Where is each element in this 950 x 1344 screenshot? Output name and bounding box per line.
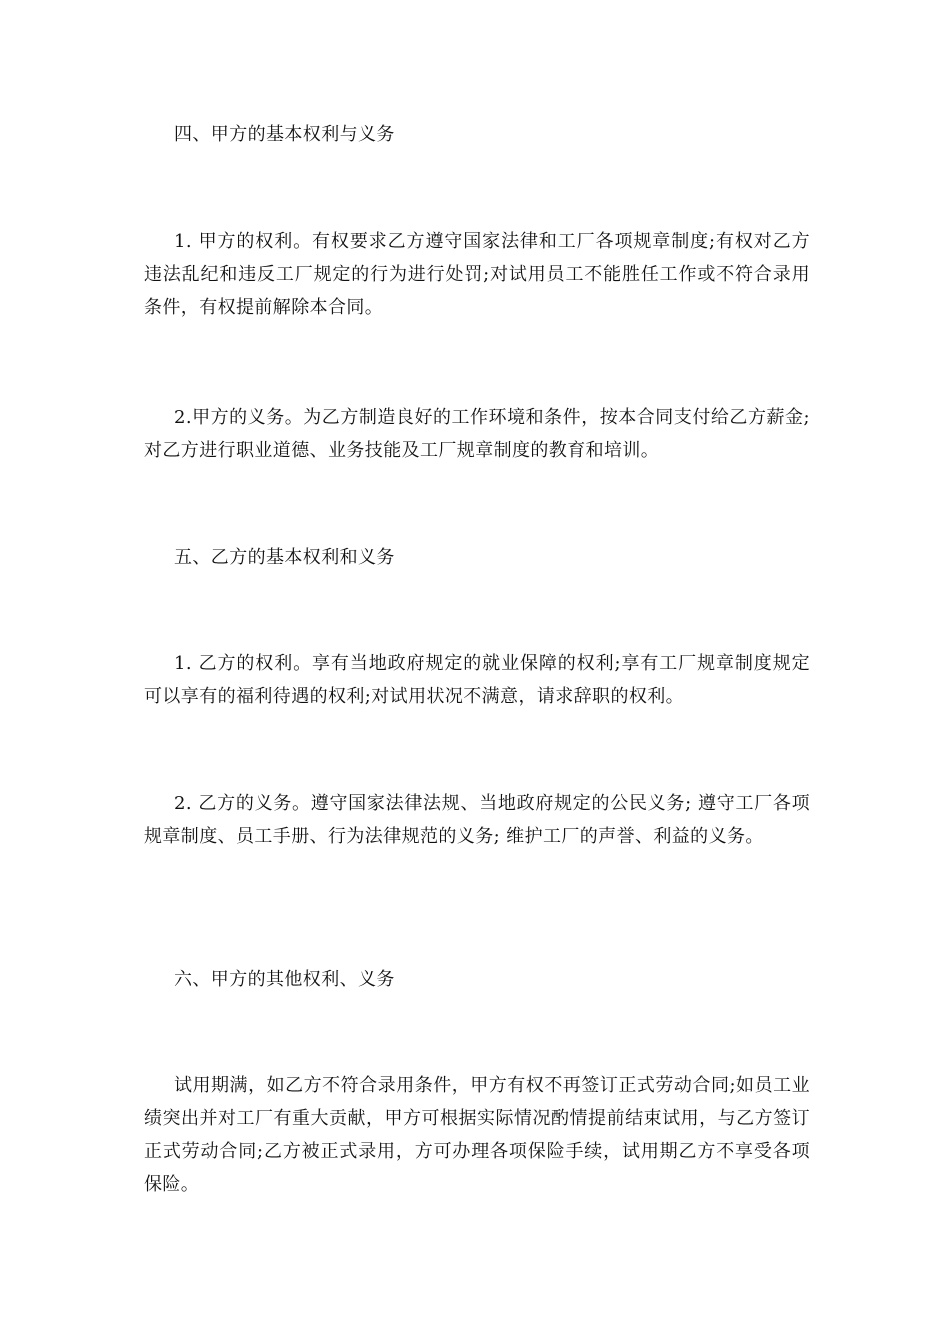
section-5-paragraph-2: 2. 乙方的义务。遵守国家法律法规、当地政府规定的公民义务; 遵守工厂各项规章制度、员工手册、行为法律规范的义务; 维护工厂的声誉、利益的义务。	[144, 793, 810, 847]
section-4-paragraph-1: 1. 甲方的权利。有权要求乙方遵守国家法律和工厂各项规章制度;有权对乙方违法乱纪和违反工厂规定的行为进行处罚;对试用员工不能胜任工作或不符合录用条件，有权提前解除本合同。	[144, 231, 810, 318]
section-6-paragraph-1: 试用期满，如乙方不符合录用条件，甲方有权不再签订正式劳动合同;如员工业绩突出并对工厂有重大贡献，甲方可根据实际情况酌情提前结束试用，与乙方签订正式劳动合同;乙方被正式录用，方可办理各项保险手续，试用期乙方不享受各项保险。	[144, 1075, 810, 1195]
section-heading-4: 四、甲方的基本权利与义务	[174, 124, 395, 145]
section-heading-5: 五、乙方的基本权利和义务	[174, 547, 395, 568]
section-4-paragraph-2: 2.甲方的义务。为乙方制造良好的工作环境和条件，按本合同支付给乙方薪金;对乙方进行职业道德、业务技能及工厂规章制度的教育和培训。	[144, 407, 810, 461]
section-5-paragraph-1: 1. 乙方的权利。享有当地政府规定的就业保障的权利;享有工厂规章制度规定可以享有的福利待遇的权利;对试用状况不满意，请求辞职的权利。	[144, 653, 810, 707]
section-heading-6: 六、甲方的其他权利、义务	[174, 969, 395, 990]
